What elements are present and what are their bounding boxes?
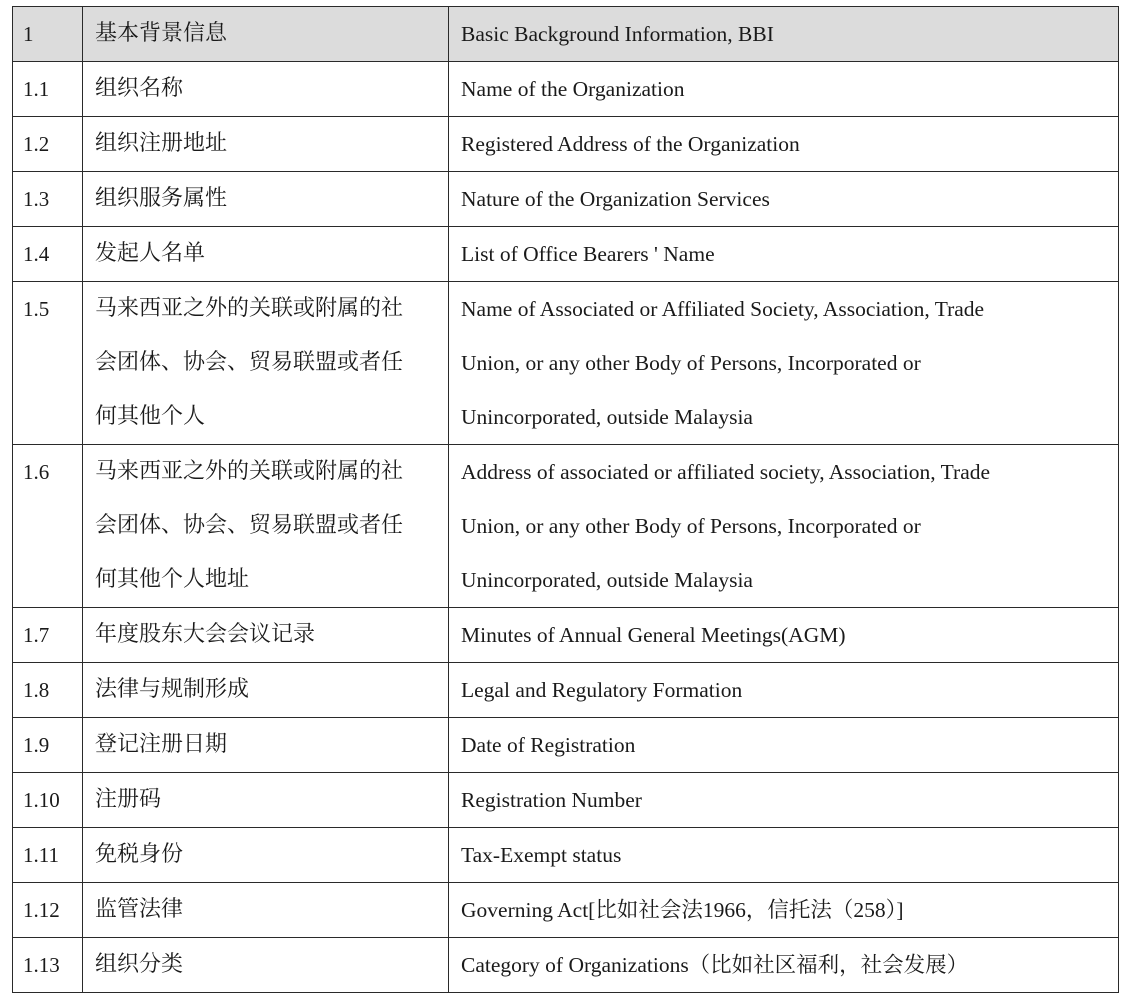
table-row [13,282,1119,445]
english-text-line: Date of Registration [461,733,636,757]
header-english-cell: Basic Background Information, BBI [449,7,1119,62]
english-text-line: Name of Associated or Affiliated Society, Association, Trade [461,297,985,321]
chinese-text-line: 何其他个人地址 [95,567,250,592]
bbi-table [12,6,1119,993]
row-chinese-cell [83,828,449,883]
row-chinese-cell [83,62,449,117]
row-english-cell [449,718,1119,773]
row-english-cell [449,828,1119,883]
row-english-cell [449,62,1119,117]
row-number-cell: 1.2 [13,117,83,172]
row-english-cell [449,227,1119,282]
row-number-cell: 1.13 [13,938,83,993]
chinese-text-line: 年度股东大会会议记录 [95,622,316,647]
english-text-line: Union, or any other Body of Persons, Incorporated or [461,514,921,538]
table-row [13,663,1119,718]
row-english-cell [449,282,1119,445]
row-number-cell: 1.7 [13,608,83,663]
row-number-cell: 1.12 [13,883,83,938]
table-row [13,172,1119,227]
chinese-text-line: 注册码 [95,787,162,812]
row-number-cell: 1.4 [13,227,83,282]
chinese-text-line: 登记注册日期 [95,732,228,757]
chinese-text-line: 组织名称 [95,76,184,101]
document-page [12,6,1119,993]
english-text-line: Minutes of Annual General Meetings(AGM) [461,623,846,647]
row-number-cell: 1.1 [13,62,83,117]
row-english-cell [449,773,1119,828]
english-text-line: Legal and Regulatory Formation [461,678,743,702]
chinese-text-line: 法律与规制形成 [95,677,250,702]
chinese-text-line: 会团体、协会、贸易联盟或者任 [95,513,404,538]
chinese-text-line: 组织分类 [95,952,184,977]
english-text-line: Name of the Organization [461,77,685,101]
english-text-line: Address of associated or affiliated society, Association, Trade [461,460,991,484]
row-number-cell: 1.8 [13,663,83,718]
chinese-text-line: 组织注册地址 [95,131,228,156]
row-number-cell: 1.9 [13,718,83,773]
row-number-cell: 1.3 [13,172,83,227]
table-row [13,938,1119,993]
chinese-text-line: 会团体、协会、贸易联盟或者任 [95,350,404,375]
row-chinese-cell [83,883,449,938]
table-row [13,117,1119,172]
english-text-line: Registration Number [461,788,642,812]
row-chinese-cell [83,663,449,718]
table-row [13,773,1119,828]
english-text-line: List of Office Bearers ' Name [461,242,715,266]
english-text-line: Union, or any other Body of Persons, Incorporated or [461,351,921,375]
row-chinese-cell [83,172,449,227]
chinese-text-line: 发起人名单 [95,241,206,266]
table-header-row [13,7,1119,62]
chinese-text-line: 马来西亚之外的关联或附属的社 [95,296,404,321]
table-row [13,608,1119,663]
english-text-line: Governing Act[比如社会法1966，信托法（258）] [461,898,904,922]
row-chinese-cell [83,608,449,663]
table-row [13,227,1119,282]
english-text-line: Unincorporated, outside Malaysia [461,405,753,429]
header-chinese-cell: 基本背景信息 [83,7,449,62]
row-english-cell [449,663,1119,718]
table-row [13,883,1119,938]
chinese-text-line: 免税身份 [95,842,184,867]
row-chinese-cell [83,445,449,608]
row-chinese-cell [83,227,449,282]
chinese-text-line: 监管法律 [95,897,184,922]
row-chinese-cell [83,938,449,993]
english-text-line: Registered Address of the Organization [461,132,800,156]
table-row [13,828,1119,883]
header-number-cell: 1 [13,7,83,62]
english-text-line: Nature of the Organization Services [461,187,770,211]
row-chinese-cell [83,773,449,828]
row-number-cell: 1.11 [13,828,83,883]
row-number-cell: 1.6 [13,445,83,608]
row-english-cell [449,608,1119,663]
row-chinese-cell [83,282,449,445]
row-english-cell [449,883,1119,938]
table-row [13,718,1119,773]
row-english-cell [449,938,1119,993]
chinese-text-line: 组织服务属性 [95,186,228,211]
english-text-line: Tax-Exempt status [461,843,622,867]
english-text-line: Unincorporated, outside Malaysia [461,568,753,592]
table-body [13,7,1119,993]
table-row [13,445,1119,608]
row-chinese-cell [83,117,449,172]
row-number-cell: 1.5 [13,282,83,445]
chinese-text-line: 马来西亚之外的关联或附属的社 [95,459,404,484]
english-text-line: Category of Organizations（比如社区福利，社会发展） [461,953,969,977]
row-english-cell [449,117,1119,172]
table-row [13,62,1119,117]
row-number-cell: 1.10 [13,773,83,828]
row-english-cell [449,445,1119,608]
row-english-cell [449,172,1119,227]
chinese-text-line: 何其他个人 [95,404,206,429]
row-chinese-cell [83,718,449,773]
